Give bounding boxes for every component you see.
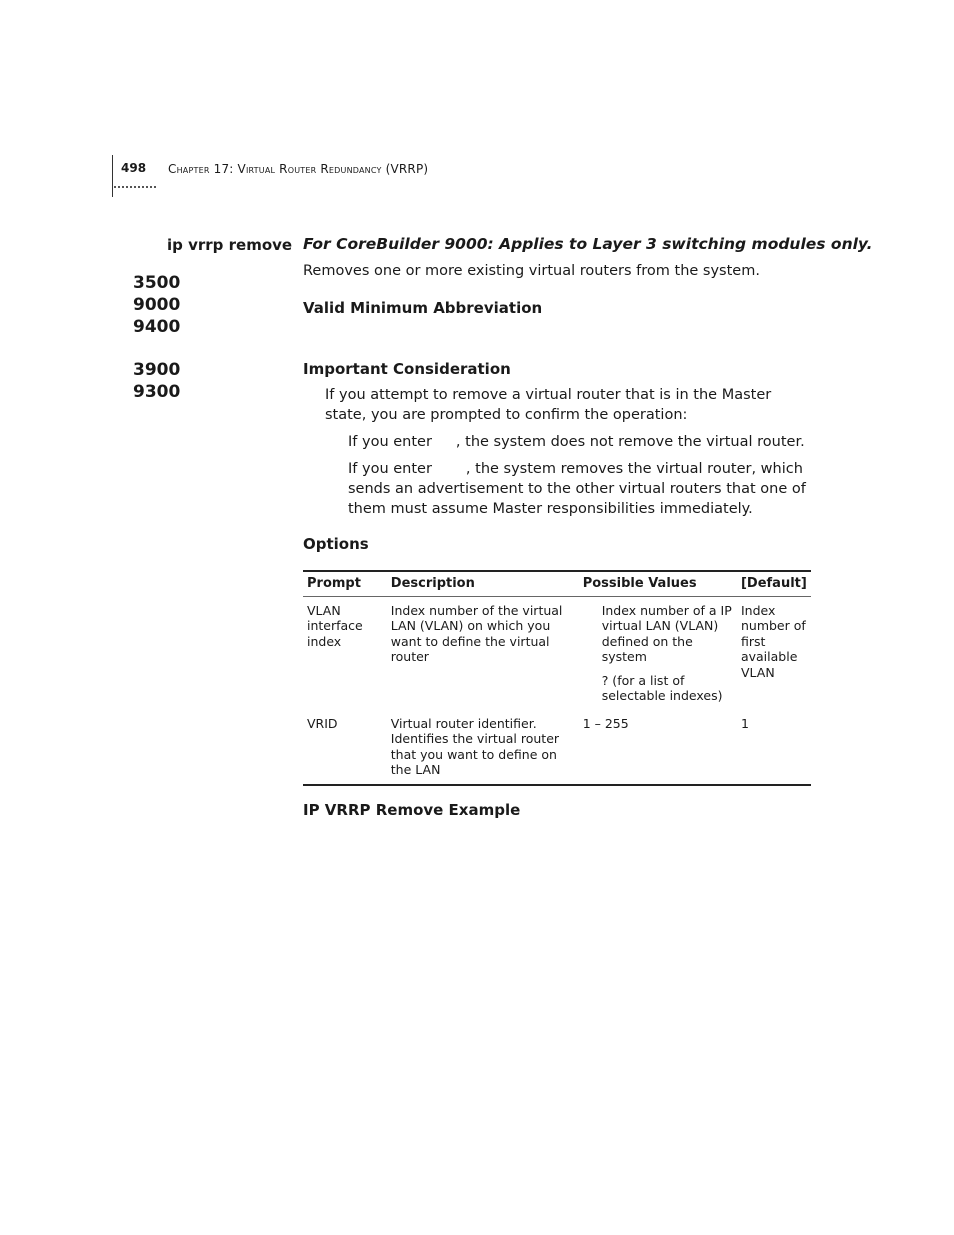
abbreviation-heading: Valid Minimum Abbreviation: [303, 299, 543, 317]
command-summary: Removes one or more existing virtual routers from the system.: [303, 263, 760, 279]
default-cell: 1: [740, 715, 749, 731]
options-table: [303, 570, 811, 786]
default-cell: Index number of first available VLAN: [740, 602, 806, 680]
dotted-ornament: [114, 186, 156, 188]
bullet-text: , the system removes the virtual router, which sends an advertisement to the other virtual routers that one of them must assume Master responsibilities immediately.: [348, 461, 806, 517]
table-header-row: [303, 571, 811, 596]
prompt-cell: VLAN interface index: [307, 602, 363, 649]
running-head: Chapter 17: Virtual Router Redundancy (VRRP): [168, 162, 429, 176]
platform-label: 9000: [133, 295, 181, 315]
values-cell: [579, 596, 737, 710]
platform-label: 9300: [133, 382, 181, 402]
description-cell: Index number of the virtual LAN (VLAN) on which you want to define the virtual router: [390, 602, 563, 664]
platform-list: [133, 272, 180, 338]
applies-note: For CoreBuilder 9000: Applies to Layer 3 switching modules only.: [303, 235, 873, 253]
column-header: [Default]: [737, 571, 811, 596]
table-row: [303, 596, 811, 710]
platform-label: 9400: [133, 317, 181, 337]
value-item: ? (for a list of selectable indexes): [601, 672, 723, 703]
values-cell: 1 – 255: [582, 715, 629, 731]
bullet-item: [348, 459, 808, 519]
column-header: Possible Values: [579, 571, 737, 596]
platform-label: 3500: [133, 273, 181, 293]
platform-label: 3900: [133, 360, 181, 380]
command-name: ip vrrp remove: [167, 236, 293, 254]
description-cell: Virtual router identifier. Identifies the virtual router that you want to define on the LAN: [390, 715, 560, 777]
consideration-text: If you attempt to remove a virtual router that is in the Master state, you are prompted to confirm the operation:: [325, 387, 772, 423]
bullet-item: [348, 432, 808, 452]
column-header: Description: [387, 571, 579, 596]
value-item: Index number of a IP virtual LAN (VLAN) defined on the system: [601, 602, 732, 664]
header-rule: [112, 155, 113, 197]
prompt-cell: VRID: [307, 715, 338, 731]
bullet-text: , the system does not remove the virtual router.: [455, 434, 805, 450]
table-row: [303, 710, 811, 785]
consideration-heading: Important Consideration: [303, 360, 511, 378]
example-heading: IP VRRP Remove Example: [303, 801, 521, 819]
bullet-text: If you enter: [348, 434, 432, 450]
column-header: Prompt: [303, 571, 387, 596]
bullet-text: If you enter: [348, 461, 432, 477]
page-number: 498: [121, 161, 147, 175]
options-heading: Options: [303, 535, 369, 553]
platform-list: [133, 359, 180, 403]
